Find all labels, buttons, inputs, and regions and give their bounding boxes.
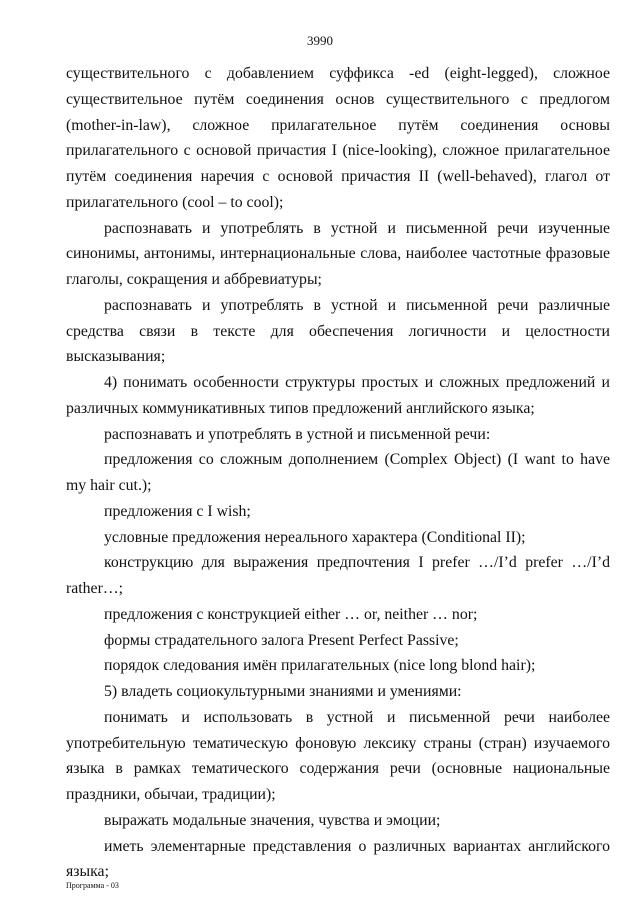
paragraph-synonyms: распознавать и употреблять в устной и письменной речи изученные синонимы, антонимы, интернациональные слова, наиболее частотные фразовые глаголы, сокращения и аббревиатуры; — [66, 219, 610, 288]
footer-label: Программа - 03 — [66, 881, 119, 890]
paragraph-background-vocabulary: понимать и использовать в устной и письменной речи наиболее употребительную тематическую фоновую лексику страны (стран) изучаемого языка в рамках тематического содержания речи (основные национальные праздники, обычаи, традиции); — [66, 708, 610, 803]
paragraph-conditional-2: условные предложения нереального характера (Conditional II); — [104, 528, 526, 546]
paragraph-adjective-order: порядок следования имён прилагательных (nice long blond hair); — [104, 657, 536, 675]
paragraph-recognize-use: распознавать и употреблять в устной и письменной речи: — [104, 425, 491, 443]
paragraph-item-4: 4) понимать особенности структуры простых и сложных предложений и различных коммуникативных типов предложений английского языка; — [66, 374, 610, 417]
paragraph-cohesion-means: распознавать и употреблять в устной и письменной речи различные средства связи в тексте для обеспечения логичности и целостности высказывания; — [66, 296, 610, 366]
paragraph-english-varieties: иметь элементарные представления о различных вариантах английского языка; — [66, 837, 610, 881]
paragraph-present-perfect-passive: формы страдательного залога Present Perfect Passive; — [104, 631, 459, 649]
paragraph-i-wish: предложения с I wish; — [104, 502, 251, 520]
paragraph-word-formation-continued: существительного с добавлением суффикса -ed (eight-legged), сложное существительное путём соединения основ существительного с предлогом (mother-in-law), сложное прилагательное путём соединения основы прилагательного с основой причастия I (nice-looking), сложное прилагательное путём соединения наречия с основой причастия II (well-behaved), глагол от прилагательного (cool – to cool); — [66, 65, 610, 211]
paragraph-either-or: предложения с конструкцией either … or, neither … nor; — [104, 605, 478, 623]
page-number: 3990 — [307, 33, 333, 48]
paragraph-modal-meanings: выражать модальные значения, чувства и эмоции; — [104, 811, 441, 829]
paragraph-prefer-construction: конструкцию для выражения предпочтения I prefer …/I’d prefer …/I’d rather…; — [66, 554, 610, 597]
paragraph-complex-object: предложения со сложным дополнением (Complex Object) (I want to have my hair cut.); — [66, 451, 610, 494]
paragraph-item-5: 5) владеть социокультурными знаниями и умениями: — [104, 683, 462, 700]
document-body — [66, 61, 610, 885]
